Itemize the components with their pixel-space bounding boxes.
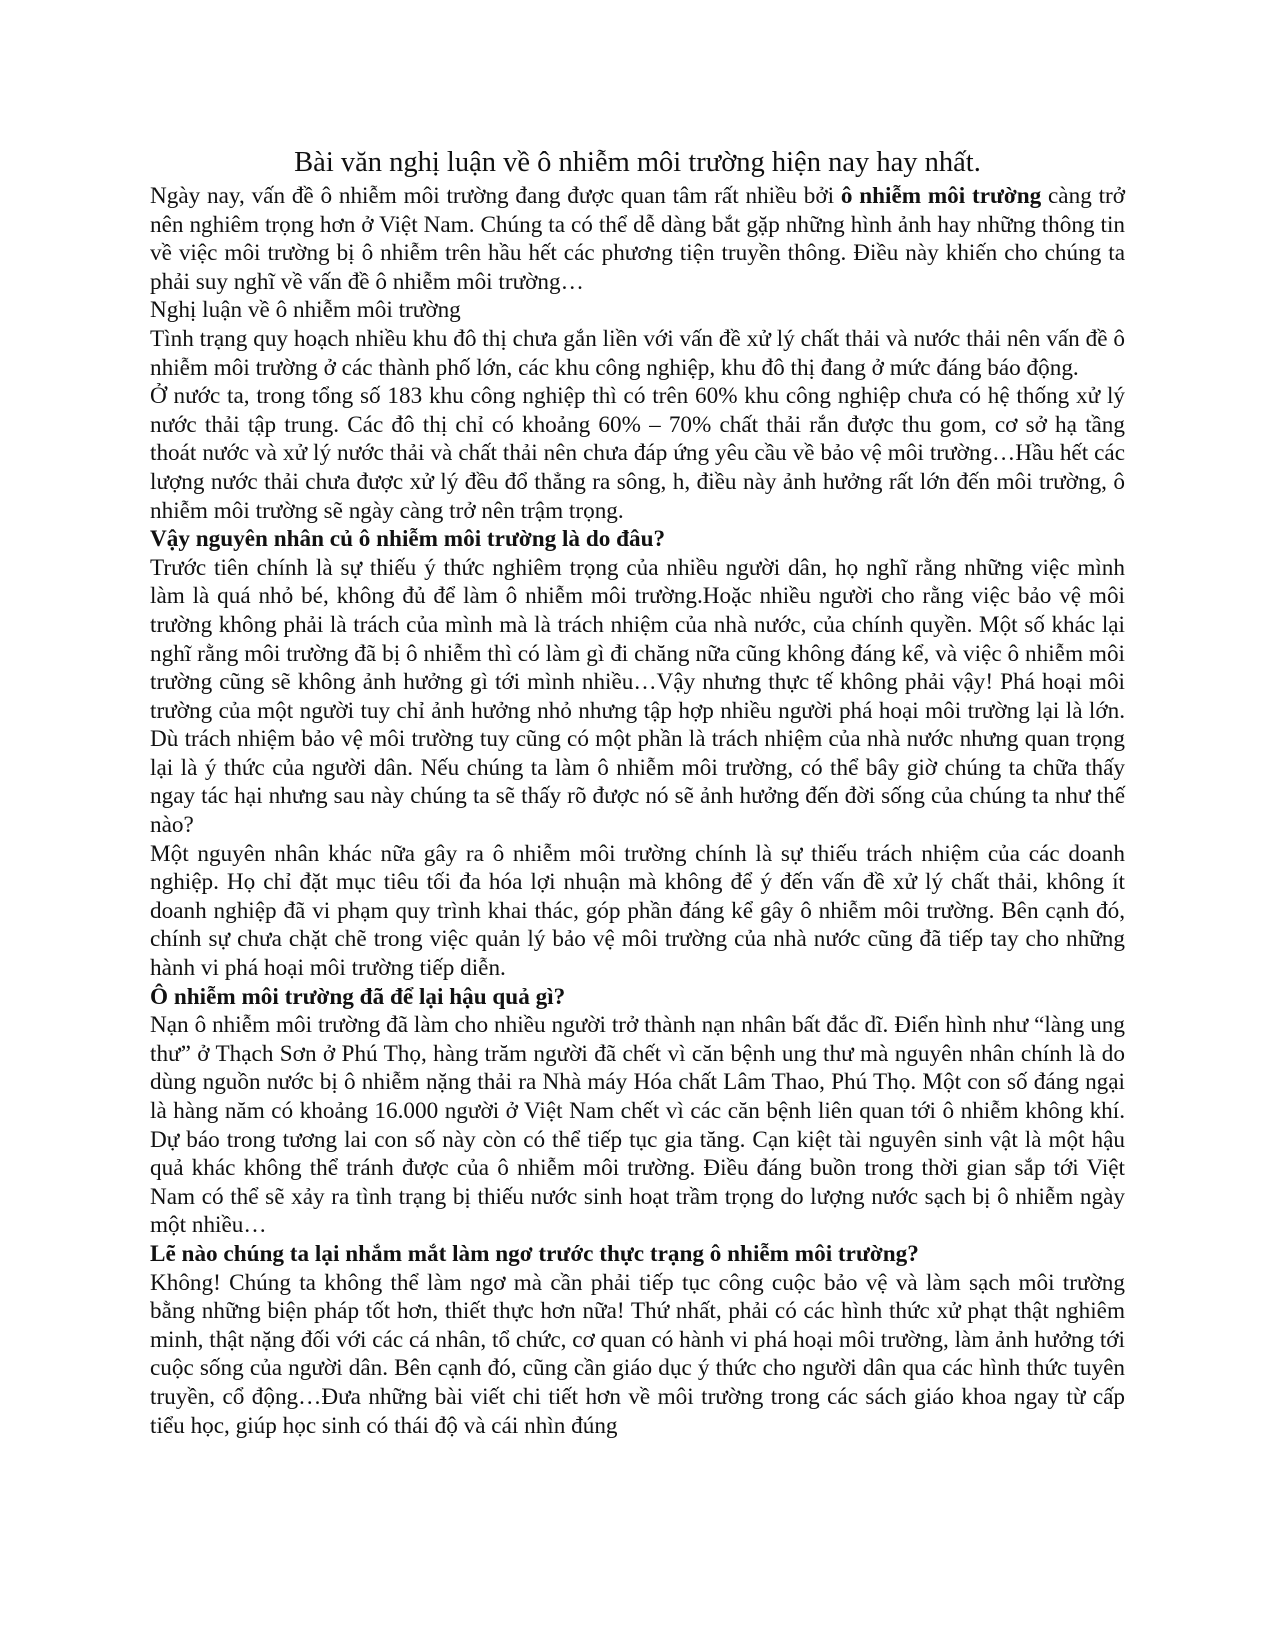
intro-bold-keyword: ô nhiễm môi trường <box>840 183 1042 209</box>
intro-paragraph <box>150 182 1125 296</box>
document-title: Bài văn nghị luận về ô nhiễm môi trường hiện nay hay nhất. <box>294 147 981 178</box>
paragraph-solutions: Không! Chúng ta không thể làm ngơ mà cần phải tiếp tục công cuộc bảo vệ và làm sạch môi trường bằng những biện pháp tốt hơn, thiết thực hơn nữa! Thứ nhất, phải có các hình thức xử phạt thật nghiêm minh, thật nặng đối với các cá nhân, tổ chức, cơ quan có hành vi phá hoại môi trường, làm ảnh hưởng tới cuộc sống của người dân. Bên cạnh đó, cũng cần giáo dục ý thức cho người dân qua các hình thức tuyên truyền, cổ động…Đưa những bài viết chi tiết hơn về môi trường trong các sách giáo khoa ngay từ cấp tiểu học, giúp học sinh có thái độ và cái nhìn đúng <box>150 1269 1125 1439</box>
heading-solutions: Lẽ nào chúng ta lại nhắm mắt làm ngơ trước thực trạng ô nhiễm môi trường? <box>150 1240 919 1267</box>
intro-text-start: Ngày nay, vấn đề ô nhiễm môi trường đang được quan tâm rất nhiều bởi <box>150 183 841 209</box>
section-subtitle: Nghị luận về ô nhiễm môi trường <box>150 297 461 324</box>
paragraph-business-responsibility: Một nguyên nhân khác nữa gây ra ô nhiễm môi trường chính là sự thiếu trách nhiệm của các doanh nghiệp. Họ chỉ đặt mục tiêu tối đa hóa lợi nhuận mà không để ý đến vấn đề xử lý chất thải, không ít doanh nghiệp đã vi phạm quy trình khai thác, góp phần đáng kể gây ô nhiễm môi trường. Bên cạnh đó, chính sự chưa chặt chẽ trong việc quản lý bảo vệ môi trường của nhà nước cũng đã tiếp tay cho những hành vi phá hoại môi trường tiếp diễn. <box>150 840 1125 982</box>
heading-consequences: Ô nhiễm môi trường đã để lại hậu quả gì? <box>150 983 566 1010</box>
paragraph-consequences: Nạn ô nhiễm môi trường đã làm cho nhiều người trở thành nạn nhân bất đắc dĩ. Điển hình như “làng ung thư” ở Thạch Sơn ở Phú Thọ, hàng trăm người đã chết vì căn bệnh ung thư mà nguyên nhân chính là do dùng nguồn nước bị ô nhiễm nặng thải ra Nhà máy Hóa chất Lâm Thao, Phú Thọ. Một con số đáng ngại là hàng năm có khoảng 16.000 người ở Việt Nam chết vì các căn bệnh liên quan tới ô nhiễm không khí. Dự báo trong tương lai con số này còn có thể tiếp tục gia tăng. Cạn kiệt tài nguyên sinh vật là một hậu quả khác không thể tránh được của ô nhiễm môi trường. Điều đáng buồn trong thời gian sắp tới Việt Nam có thể sẽ xảy ra tình trạng bị thiếu nước sinh hoạt trầm trọng do lượng nước sạch bị ô nhiễm ngày một nhiều… <box>150 1012 1125 1239</box>
paragraph-public-awareness: Trước tiên chính là sự thiếu ý thức nghiêm trọng của nhiều người dân, họ nghĩ rằng những việc mình làm là quá nhỏ bé, không đủ để làm ô nhiễm môi trường.Hoặc nhiều người cho rằng việc bảo vệ môi trường không phải là trách của mình mà là trách nhiệm của nhà nước, của chính quyền. Một số khác lại nghĩ rằng môi trường đã bị ô nhiễm thì có làm gì đi chăng nữa cũng không đáng kể, và việc ô nhiễm môi trường cũng sẽ không ảnh hưởng gì tới mình nhiều…Vậy nhưng thực tế không phải vậy! Phá hoại môi trường của một người tuy chỉ ảnh hưởng nhỏ nhưng tập hợp nhiều người phá hoại môi trường lại là lớn. Dù trách nhiệm bảo vệ môi trường tuy cũng có một phần là trách nhiệm của nhà nước nhưng quan trọng lại là ý thức của người dân. Nếu chúng ta làm ô nhiễm môi trường, có thể bây giờ chúng ta chữa thấy ngay tác hại nhưng sau này chúng ta sẽ thấy rõ được nó sẽ ảnh hưởng đến đời sống của chúng ta như thế nào? <box>150 554 1125 839</box>
paragraph-industrial-zones: Ở nước ta, trong tổng số 183 khu công nghiệp thì có trên 60% khu công nghiệp chưa có hệ thống xử lý nước thải tập trung. Các đô thị chỉ có khoảng 60% – 70% chất thải rắn được thu gom, cơ sở hạ tầng thoát nước và xử lý nước thải và chất thải nên chưa đáp ứng yêu cầu về bảo vệ môi trường…Hầu hết các lượng nước thải chưa được xử lý đều đổ thẳng ra sông, h, điều này ảnh hưởng rất lớn đến môi trường, ô nhiễm môi trường sẽ ngày càng trở nên trậm trọng. <box>150 383 1125 524</box>
intro-text-end: càng trở nên nghiêm trọng hơn ở Việt Nam. Chúng ta có thể dễ dàng bắt gặp những hình ảnh hay những thông tin về việc môi trường bị ô nhiễm trên hầu hết các phương tiện truyền thông. Điều này khiến cho chúng ta phải suy nghĩ về vấn đề ô nhiễm môi trường… <box>150 183 1125 295</box>
heading-causes: Vậy nguyên nhân củ ô nhiễm môi trường là do đâu? <box>150 526 666 553</box>
paragraph-urban-planning: Tình trạng quy hoạch nhiều khu đô thị chưa gắn liền với vấn đề xử lý chất thải và nước thải nên vấn đề ô nhiễm môi trường ở các thành phố lớn, các khu công nghiệp, khu đô thị đang ở mức đáng báo động. <box>150 325 1125 381</box>
document-body <box>150 146 1125 1440</box>
